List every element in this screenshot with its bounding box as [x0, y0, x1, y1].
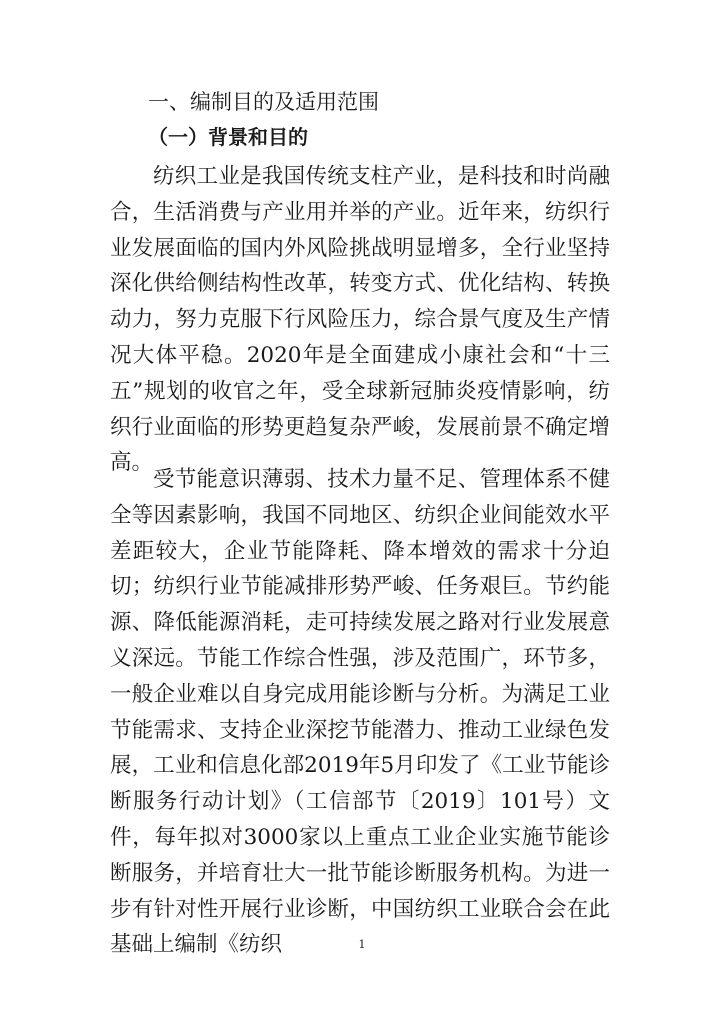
page-number: 1: [358, 938, 366, 951]
body-paragraph-energy-saving: 受节能意识薄弱、技术力量不足、管理体系不健全等因素影响，我国不同地区、纺织企业间能效水平差距较大，企业节能降耗、降本增效的需求十分迫切；纺织行业节能减排形势严峻、任务艰巨。节约能源、降低能源消耗，走可持续发展之路对行业发展意义深远。节能工作综合性强，涉及范围广，环节多，一般企业难以自身完成用能诊断与分析。为满足工业节能需求、支持企业深挖节能潜力、推动工业绿色发展，工业和信息化部2019年5月印发了《工业节能诊断服务行动计划》（工信部节〔2019〕101号）文件，每年拟对3000家以上重点工业企业实施节能诊断服务，并培育壮大一批节能诊断服务机构。为进一步有针对性开展行业诊断，中国纺织工业联合会在此基础上编制《纺织: [110, 467, 610, 958]
body-paragraph-background: 纺织工业是我国传统支柱产业，是科技和时尚融合，生活消费与产业用并举的产业。近年来，纺织行业发展面临的国内外风险挑战明显增多，全行业坚持深化供给侧结构性改革，转变方式、优化结构、转换动力，努力克服下行风险压力，综合景气度及生产情况大体平稳。2020年是全面建成小康社会和“十三五”规划的收官之年，受全球新冠肺炎疫情影响，纺织行业面临的形势更趋复杂严峻，发展前景不确定增高。: [110, 164, 610, 476]
section-heading: 一、编制目的及适用范围: [148, 90, 379, 114]
subsection-heading: （一）背景和目的: [148, 125, 308, 149]
